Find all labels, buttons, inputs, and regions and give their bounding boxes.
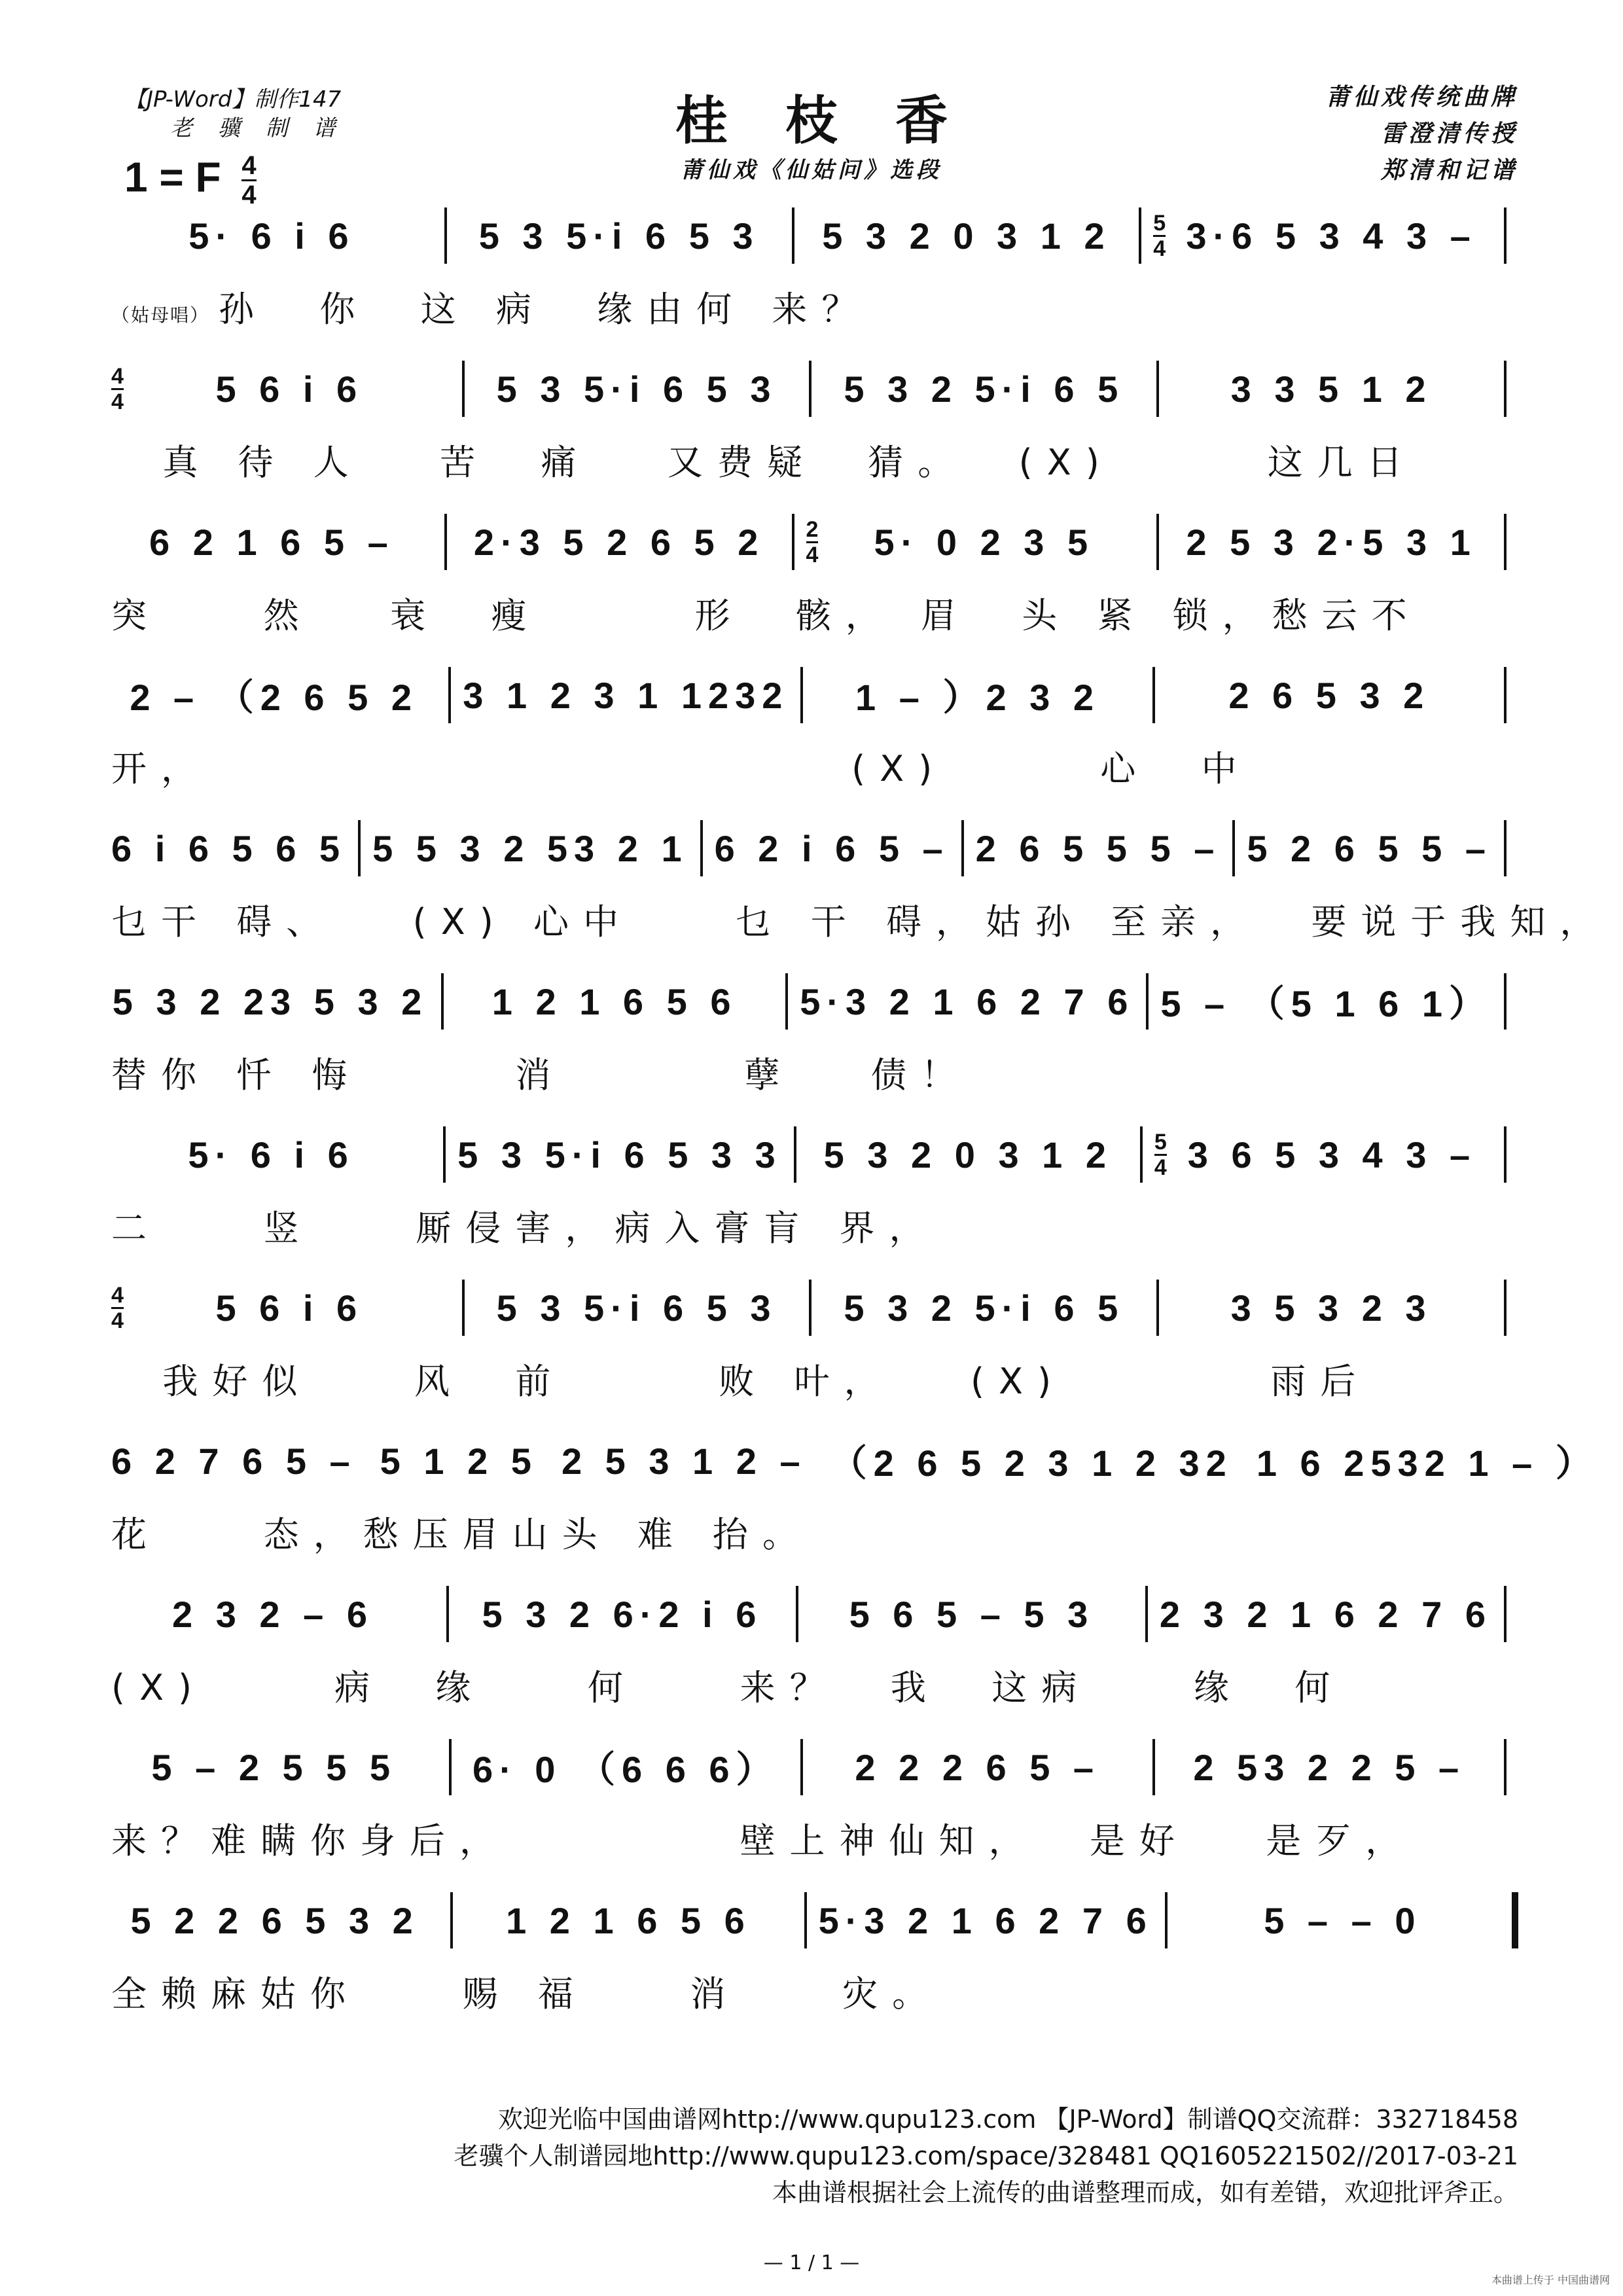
bar-line <box>1512 1892 1518 1948</box>
source-credits <box>1326 79 1518 188</box>
bar-line <box>1504 1280 1507 1336</box>
measure: 5 6 i 6 <box>215 368 364 410</box>
footer-line-3: 本曲谱根据社会上流传的曲谱整理而成，如有差错，欢迎批评斧正。 <box>772 2178 1518 2207</box>
bar-line <box>796 1586 798 1642</box>
measure: 3 6 5 3 4 3 – <box>1187 1134 1477 1175</box>
ts-bottom: 4 <box>1153 236 1166 261</box>
bar-line <box>792 207 794 264</box>
ts-top: 4 <box>111 1282 124 1308</box>
time-bottom: 4 <box>241 181 257 209</box>
measure: 5 3 5·i 6 5 3 <box>496 1287 777 1329</box>
bar-line <box>462 1280 465 1336</box>
bar-line <box>1165 1892 1168 1948</box>
score-system <box>111 669 1518 800</box>
bar-line <box>441 973 444 1030</box>
bar-line <box>1140 1126 1143 1183</box>
lyric-text: 孙 你 这 病 缘由何 来？ <box>219 289 872 330</box>
credit-line-2: 雷澄清传授 <box>1380 120 1518 147</box>
measure: 3 1 2 3 1 1232 <box>463 674 789 716</box>
measure: 5 6 i 6 <box>215 1287 364 1329</box>
lyric-text: 突 然 衰 瘦 形 骸， 眉 头 紧 锁，愁云不 <box>111 595 1421 636</box>
lyric-text: 二 竖 厮侵害，病入膏肓 界， <box>111 1208 939 1249</box>
bar-line <box>809 361 812 417</box>
notation-line <box>111 822 1518 874</box>
bar-line <box>792 514 794 570</box>
score-system <box>111 975 1518 1106</box>
lyric-text: 真 待 人 苦 痛 又费疑 猜。 (X) 这几日 <box>111 442 1417 483</box>
lyric-text: 乜干 碍、 (X) 心中 乜 干 碍，姑孙 至亲， 要说于我知， <box>111 901 1610 942</box>
bar-line <box>444 207 447 264</box>
measure: 2 53 2 2 5 – <box>1193 1746 1466 1788</box>
site-watermark: 本曲谱上传于 中国曲谱网 <box>1491 2274 1610 2286</box>
bar-line <box>1145 1586 1148 1642</box>
lyric-line <box>111 1047 1518 1098</box>
measure: 2 3 2 1 6 2 7 6 <box>1159 1593 1492 1635</box>
key-text: 1 = F <box>124 153 221 201</box>
ts-top: 5 <box>1153 210 1166 236</box>
measure: 6 2 7 6 5 – <box>111 1440 357 1482</box>
measure: 5 3 2 5·i 6 5 <box>844 368 1125 410</box>
lyric-text: 替你 忏 悔 消 孽 债！ <box>111 1054 971 1096</box>
bar-line <box>1504 207 1507 264</box>
bar-line <box>1504 514 1507 570</box>
page-number: — 1 / 1 — <box>763 2251 860 2274</box>
measure: 1 6 2532 1 – ） <box>1256 1443 1599 1484</box>
measure: 5 3 2 5·i 6 5 <box>844 1287 1125 1329</box>
time-signature-change <box>111 365 124 414</box>
bar-line <box>1152 1739 1155 1795</box>
maker-text: 【JP-Word】制作147 <box>124 86 342 113</box>
notation-line <box>111 363 1518 415</box>
bar-line <box>700 820 703 876</box>
measure: 2 5 3 2·5 3 1 <box>1186 521 1477 563</box>
measure: 5·3 2 1 6 2 7 6 <box>818 1899 1153 1941</box>
lyric-line <box>111 435 1518 485</box>
measure: 5 3 5·i 6 5 3 <box>496 368 777 410</box>
bar-line <box>358 820 361 876</box>
ts-bottom: 4 <box>111 389 124 414</box>
notation-line <box>111 516 1518 568</box>
measure: 5 3 2 23 5 3 2 <box>112 980 429 1022</box>
score-system <box>111 1588 1518 1719</box>
lyric-line <box>111 1966 1518 2017</box>
bar-line <box>800 667 803 723</box>
measure: 5 2 6 5 5 – <box>1247 827 1493 869</box>
measure: 5 3 2 0 3 1 2 <box>823 1134 1113 1175</box>
measure: 5 2 2 6 5 3 2 <box>130 1899 419 1941</box>
measure: 5·3 2 1 6 2 7 6 <box>800 980 1135 1022</box>
notation-line <box>111 975 1518 1028</box>
notation-line <box>111 1894 1518 1946</box>
bar-line <box>1146 973 1149 1030</box>
measure: 5 5 3 2 53 2 1 <box>372 827 688 869</box>
footer-line-1: 欢迎光临中国曲谱网http://www.qupu123.com 【JP-Word】制谱QQ交流群：332718458 <box>497 2105 1518 2134</box>
bar-line <box>785 973 788 1030</box>
bar-line <box>1504 820 1507 876</box>
singer-label: （姑母唱） <box>111 304 210 326</box>
lyric-text: 开， (X) 心 中 <box>111 748 1251 789</box>
score-system <box>111 822 1610 953</box>
lyric-line <box>111 1354 1518 1404</box>
bar-line <box>1504 1739 1507 1795</box>
bar-line <box>1152 667 1155 723</box>
measure: 3 5 3 2 3 <box>1230 1287 1433 1329</box>
score-system <box>111 1435 1599 1566</box>
notation-line <box>111 1741 1518 1793</box>
measure: 2·3 5 2 6 5 2 <box>473 521 765 563</box>
bar-line <box>1156 514 1159 570</box>
measure: 5 – – 0 <box>1264 1899 1422 1941</box>
ts-bottom: 4 <box>1154 1155 1167 1180</box>
ts-top: 5 <box>1154 1129 1167 1155</box>
bar-line <box>800 1739 803 1795</box>
score-system <box>111 1894 1518 2025</box>
measure: 1 – ）2 3 2 <box>855 677 1101 718</box>
bar-line <box>1232 820 1235 876</box>
score-subtitle: 莆仙戏《仙姑问》选段 <box>681 157 942 183</box>
measure: 5 3 5·i 6 5 3 3 <box>457 1134 782 1175</box>
measure: 5 3 5·i 6 5 3 <box>478 215 760 257</box>
bar-line <box>462 361 465 417</box>
bar-line <box>961 820 964 876</box>
ts-bottom: 4 <box>806 542 819 567</box>
lyric-line <box>111 741 1518 791</box>
bar-line <box>1504 667 1507 723</box>
bar-line <box>446 1586 449 1642</box>
time-signature-change <box>1154 1130 1167 1179</box>
measure: 5· 0 2 3 5 <box>874 521 1095 563</box>
notation-line <box>111 1435 1599 1487</box>
measure: 2 2 2 6 5 – <box>855 1746 1101 1788</box>
bar-line <box>794 1126 796 1183</box>
measure: 5 3 2 0 3 1 2 <box>822 215 1111 257</box>
bar-line <box>450 1892 453 1948</box>
measure: 2 3 2 – 6 <box>172 1593 374 1635</box>
score-system <box>111 1741 1518 1872</box>
lyric-line <box>111 1813 1518 1863</box>
lyric-text: 全赖麻姑你 赐 福 消 灾。 <box>111 1973 942 2015</box>
footer-line-2: 老骥个人制谱园地http://www.qupu123.com/space/328481 QQ1605221502//2017-03-21 <box>454 2142 1518 2170</box>
measure: 3 3 5 1 2 <box>1230 368 1433 410</box>
bar-line <box>444 514 447 570</box>
notation-line <box>111 669 1518 721</box>
notation-line <box>111 1282 1518 1334</box>
measure: 6· 0 （6 6 6） <box>472 1749 779 1790</box>
bar-line <box>1156 1280 1159 1336</box>
time-signature-change <box>1153 211 1166 260</box>
bar-line <box>1504 1126 1507 1183</box>
bar-line <box>1139 207 1141 264</box>
lyric-text: 来？难瞒你身后， 壁上神仙知， 是好 是歹， <box>111 1820 1416 1861</box>
ts-top: 2 <box>806 516 819 542</box>
measure: 5· 6 i 6 <box>188 215 355 257</box>
measure: 6 2 i 6 5 – <box>714 827 950 869</box>
notation-line <box>111 1128 1518 1181</box>
measure: 5 – 2 5 5 5 <box>151 1746 397 1788</box>
credit-line-3: 郑清和记谱 <box>1380 156 1518 184</box>
measure: 6 i 6 5 6 5 <box>111 827 347 869</box>
ts-bottom: 4 <box>111 1308 124 1333</box>
measure: 5 – （5 1 6 1） <box>1160 983 1493 1024</box>
score-system <box>111 363 1518 493</box>
score-system <box>111 516 1518 647</box>
score-system <box>111 209 1518 340</box>
lyric-text: 我好似 风 前 败 叶， (X) 雨后 <box>111 1361 1370 1402</box>
bar-line <box>804 1892 807 1948</box>
lyric-line <box>111 894 1610 944</box>
time-signature-change <box>806 518 819 567</box>
score-title: 桂枝香 <box>675 90 1005 151</box>
measure: （2 6 5 2 3 1 2 32 <box>830 1443 1233 1484</box>
lyric-line <box>111 281 1518 332</box>
arranger-text: 老 骥 制 谱 <box>170 115 345 141</box>
measure: 1 2 1 6 5 6 <box>506 1899 751 1941</box>
lyric-line <box>111 1660 1518 1710</box>
bar-line <box>449 1739 452 1795</box>
measure: 5 3 2 6·2 i 6 <box>482 1593 763 1635</box>
time-top: 4 <box>241 151 257 180</box>
bar-line <box>1156 361 1159 417</box>
bar-line <box>448 667 451 723</box>
measure: 2 6 5 3 2 <box>1228 674 1431 716</box>
lyric-text: 花 态，愁压眉山头 难 抬。 <box>111 1514 812 1555</box>
time-signature-change <box>111 1283 124 1333</box>
bar-line <box>443 1126 446 1183</box>
footer <box>454 2101 1518 2211</box>
notation-line <box>111 1588 1518 1640</box>
measure: 6 2 1 6 5 – <box>149 521 395 563</box>
measure: 5· 6 i 6 <box>188 1134 355 1175</box>
score-system <box>111 1128 1518 1259</box>
measure: 2 – （2 6 5 2 <box>130 677 418 718</box>
measure: 5 1 2 5 <box>380 1440 538 1482</box>
credit-line-1: 莆仙戏传统曲牌 <box>1325 83 1518 111</box>
lyric-line <box>111 1200 1518 1251</box>
bar-line <box>1504 973 1507 1030</box>
measure: 2 5 3 1 2 – <box>561 1440 807 1482</box>
measure: 2 6 5 5 5 – <box>975 827 1221 869</box>
bar-line <box>809 1280 812 1336</box>
measure: 5 6 5 – 5 3 <box>849 1593 1095 1635</box>
notation-line <box>111 209 1518 262</box>
lyric-text: (X) 病 缘 何 来？ 我 这病 缘 何 <box>111 1667 1345 1708</box>
ts-top: 4 <box>111 363 124 389</box>
measure: 3·6 5 3 4 3 – <box>1186 215 1477 257</box>
lyric-line <box>111 588 1518 638</box>
bar-line <box>1504 1586 1507 1642</box>
measure: 1 2 1 6 5 6 <box>491 980 738 1022</box>
bar-line <box>1504 361 1507 417</box>
lyric-line <box>111 1507 1518 1557</box>
score-system <box>111 1282 1518 1412</box>
